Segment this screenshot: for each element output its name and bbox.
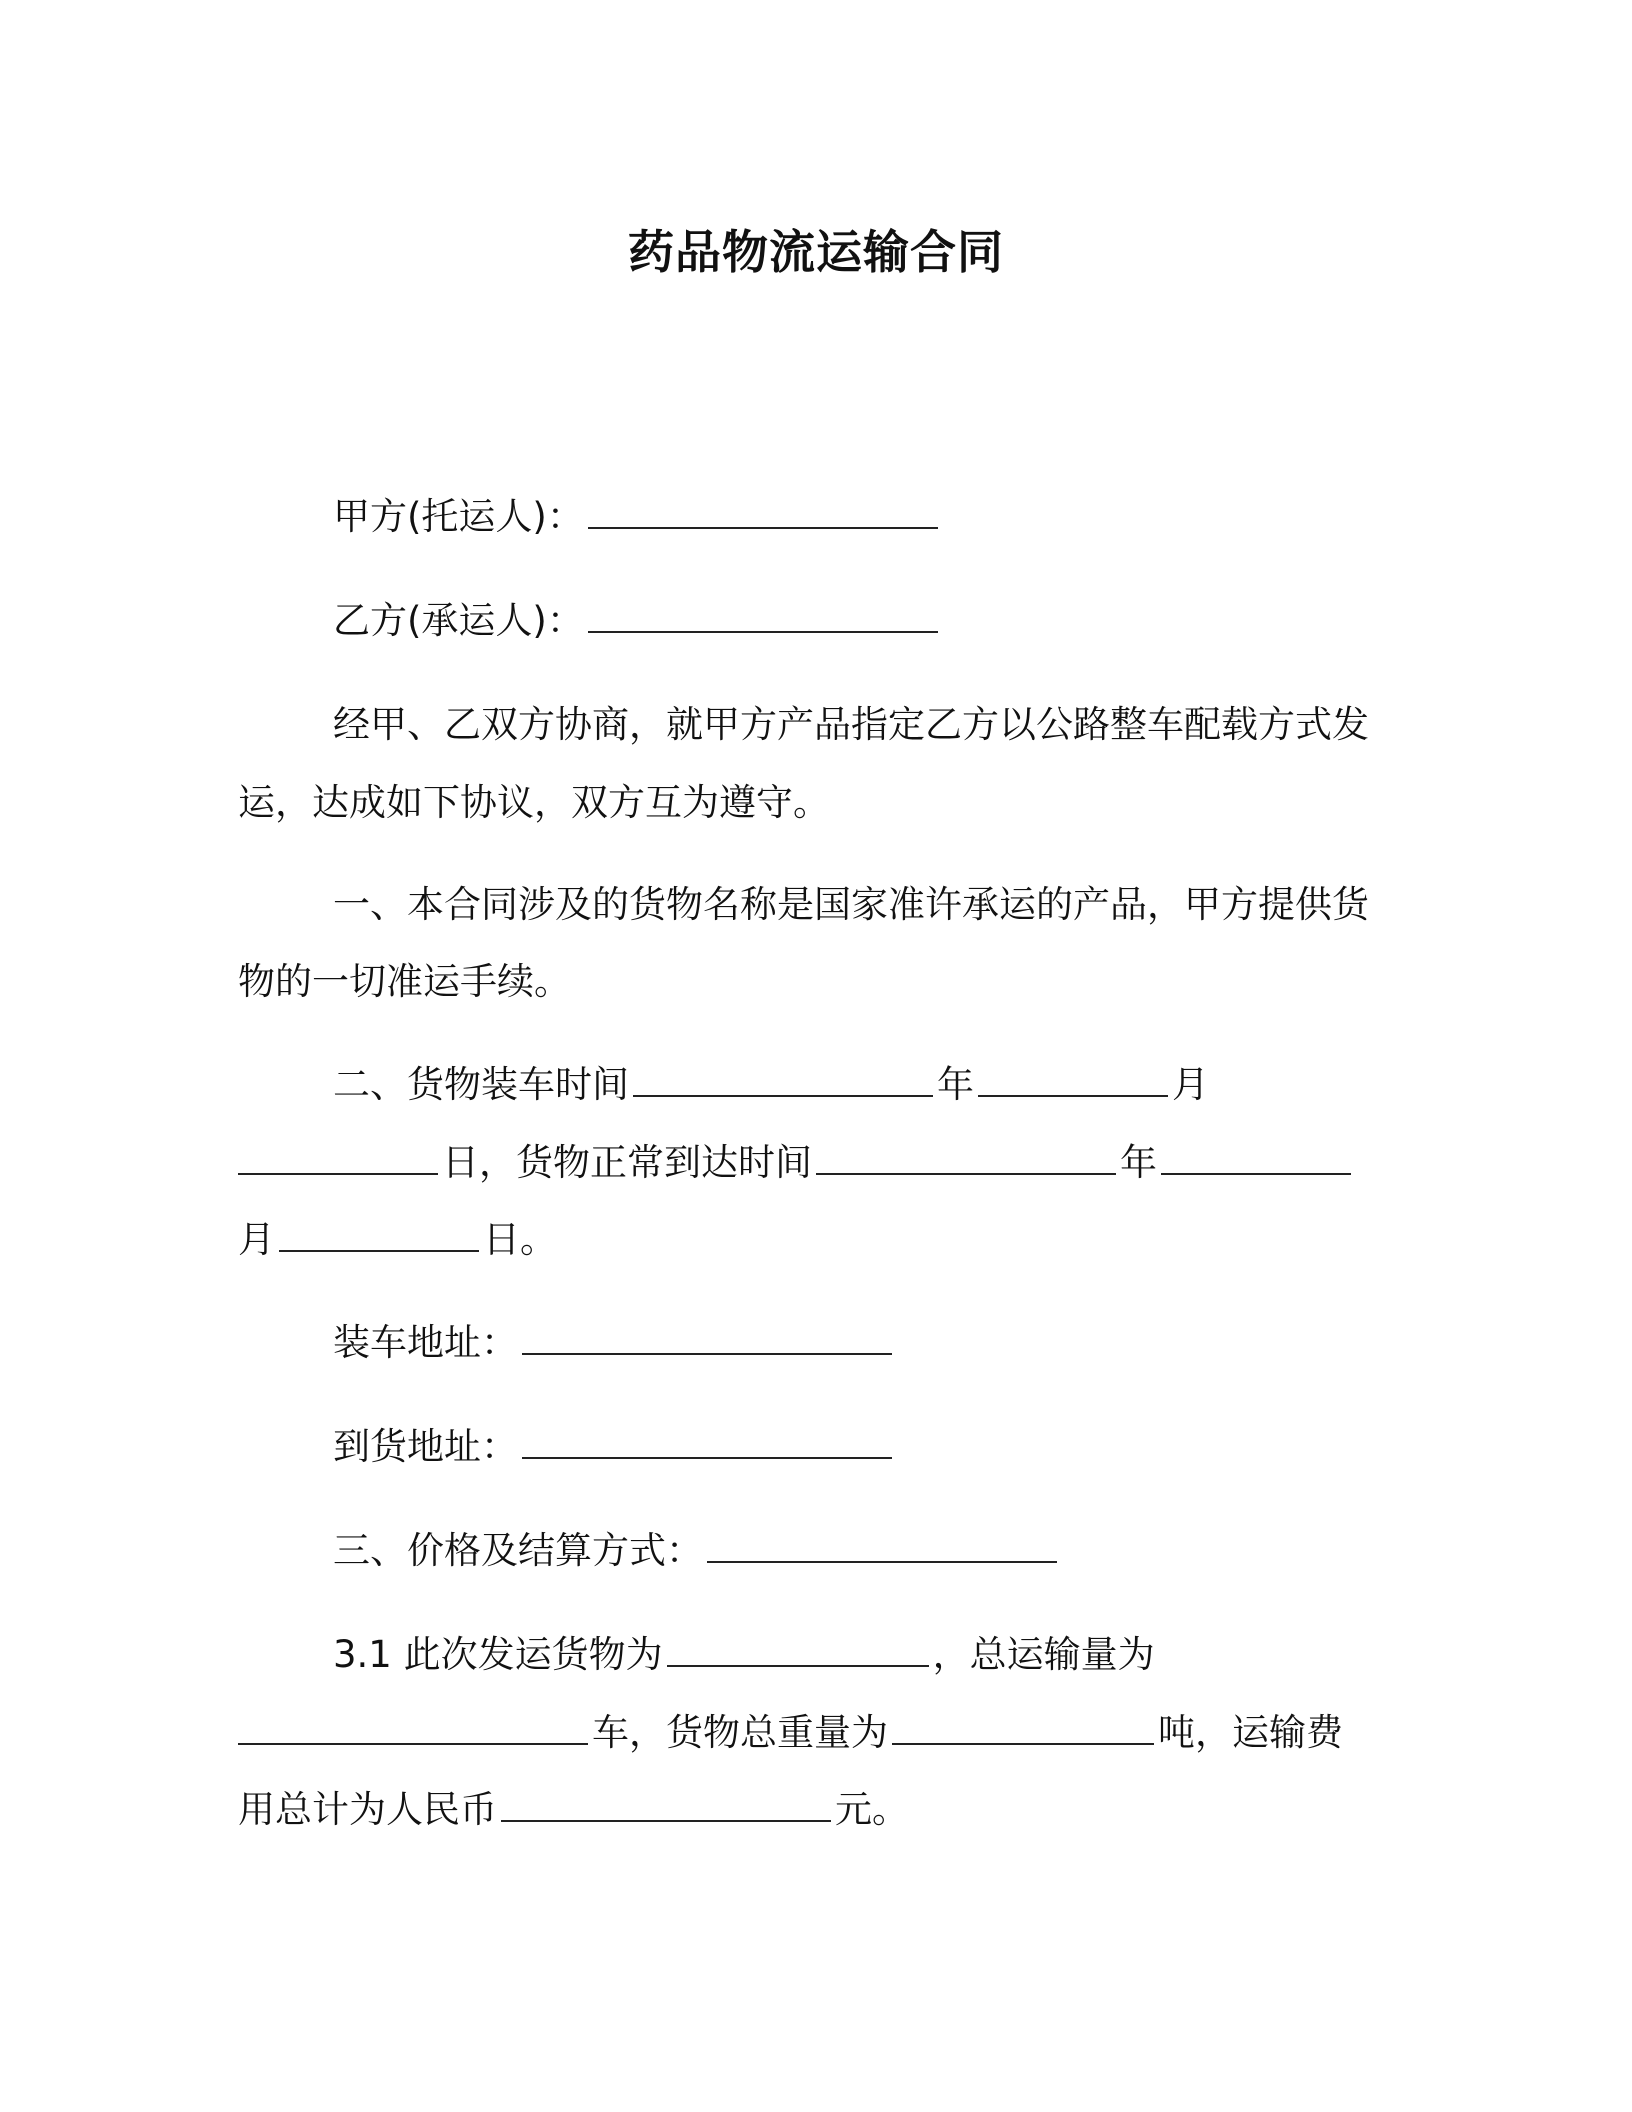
loading-month-blank[interactable]	[978, 1061, 1168, 1097]
delivery-address-label: 到货地址：	[333, 1425, 518, 1468]
page-title: 药品物流运输合同	[628, 225, 1004, 279]
arrival-year-blank[interactable]	[816, 1139, 1116, 1175]
clause-2-prefix: 二、货物装车时间	[333, 1063, 629, 1106]
loading-address-label: 装车地址：	[333, 1321, 518, 1364]
party-a-blank[interactable]	[588, 493, 938, 529]
party-a-line	[333, 492, 942, 542]
goods-blank[interactable]	[667, 1631, 929, 1667]
arrival-year-label: 年	[1120, 1141, 1157, 1184]
clause-3-1-line-2	[238, 1708, 1343, 1758]
arrival-day-label: 日。	[483, 1218, 557, 1261]
arrival-month-blank[interactable]	[1161, 1139, 1351, 1175]
clause-2-line-2	[238, 1138, 1355, 1188]
party-b-blank[interactable]	[588, 597, 938, 633]
arrival-day-blank[interactable]	[279, 1216, 479, 1252]
clause-1-line-2: 物的一切准运手续。	[238, 960, 571, 1003]
yuan-label: 元。	[835, 1788, 909, 1831]
clause-3-1-prefix: 3.1 此次发运货物为	[333, 1633, 663, 1676]
vehicle-count-blank[interactable]	[238, 1709, 588, 1745]
loading-address-line	[333, 1318, 896, 1368]
intro-line-1: 经甲、乙双方协商，就甲方产品指定乙方以公路整车配载方式发	[333, 703, 1369, 746]
tons-label: 吨，运输费	[1158, 1711, 1343, 1754]
intro-line-2: 运，达成如下协议，双方互为遵守。	[238, 781, 830, 824]
clause-3-1-line-3	[238, 1785, 909, 1835]
party-b-line	[333, 596, 942, 646]
loading-address-blank[interactable]	[522, 1319, 892, 1355]
party-b-label: 乙方(承运人)：	[333, 599, 584, 642]
loading-year-blank[interactable]	[633, 1061, 933, 1097]
clause-3-label: 三、价格及结算方式：	[333, 1529, 703, 1572]
weight-blank[interactable]	[892, 1709, 1154, 1745]
loading-year-label: 年	[937, 1063, 974, 1106]
clause-1-line-1: 一、本合同涉及的货物名称是国家准许承运的产品，甲方提供货	[333, 883, 1369, 926]
delivery-address-line	[333, 1422, 896, 1472]
clause-3-1-line-1	[333, 1630, 1155, 1680]
total-volume-label: ，总运输量为	[932, 1633, 1155, 1676]
loading-month-label: 月	[1172, 1063, 1209, 1106]
arrival-time-label: 日，货物正常到达时间	[442, 1141, 812, 1184]
delivery-address-blank[interactable]	[522, 1423, 892, 1459]
total-weight-label: 车，货物总重量为	[592, 1711, 888, 1754]
fee-blank[interactable]	[501, 1786, 831, 1822]
clause-2-line-1	[333, 1060, 1209, 1110]
arrival-month-label: 月	[238, 1218, 275, 1261]
clause-3-line	[333, 1526, 1061, 1576]
total-fee-label: 用总计为人民币	[238, 1788, 497, 1831]
pricing-blank[interactable]	[707, 1527, 1057, 1563]
loading-day-blank[interactable]	[238, 1139, 438, 1175]
party-a-label: 甲方(托运人)：	[333, 495, 584, 538]
clause-2-line-3	[238, 1215, 557, 1265]
